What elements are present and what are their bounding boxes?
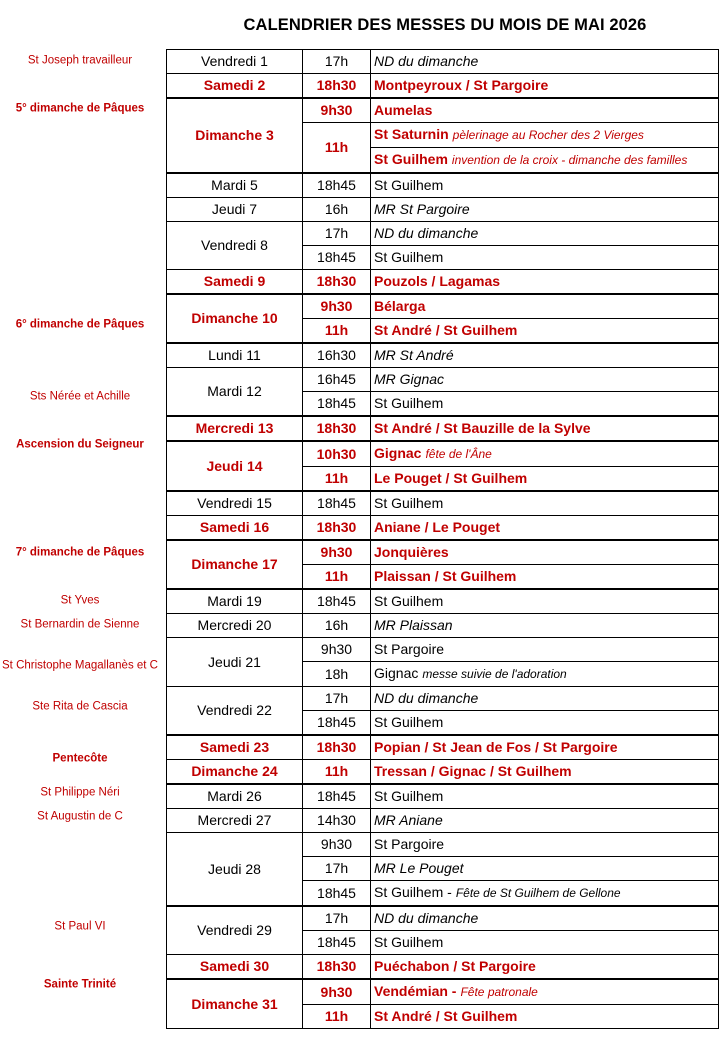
table-row	[167, 74, 719, 99]
location-text: St Guilhem	[374, 151, 448, 167]
location-text: ND du dimanche	[374, 690, 479, 706]
location-cell	[371, 833, 719, 857]
day-cell: Jeudi 7	[167, 198, 303, 222]
time-cell: 18h30	[303, 516, 371, 541]
location-cell	[371, 441, 719, 467]
table-row	[167, 614, 719, 638]
location-text: Gignac	[374, 665, 419, 681]
day-cell: Vendredi 22	[167, 687, 303, 736]
time-cell: 17h	[303, 50, 371, 74]
location-cell	[371, 540, 719, 565]
time-cell: 18h45	[303, 931, 371, 955]
time-cell: 9h30	[303, 98, 371, 123]
time-cell: 11h	[303, 1005, 371, 1029]
location-text: Le Pouget / St Guilhem	[374, 470, 528, 486]
feast-label: St Philippe Néri	[40, 786, 120, 799]
day-cell: Samedi 2	[167, 74, 303, 99]
location-text: Jonquières	[374, 544, 449, 560]
table-row	[167, 687, 719, 711]
table-row	[167, 198, 719, 222]
location-cell	[371, 638, 719, 662]
day-cell: Vendredi 8	[167, 222, 303, 270]
day-cell: Jeudi 14	[167, 441, 303, 491]
location-text: MR Gignac	[374, 371, 445, 387]
location-cell	[371, 784, 719, 809]
location-text: St Pargoire	[374, 836, 445, 852]
day-cell: Mercredi 20	[167, 614, 303, 638]
location-cell	[371, 173, 719, 198]
feast-label: 6° dimanche de Pâques	[15, 318, 145, 331]
location-cell	[371, 711, 719, 736]
location-text: Plaissan / St Guilhem	[374, 568, 517, 584]
day-cell: Lundi 11	[167, 343, 303, 368]
table-row	[167, 589, 719, 614]
time-cell: 11h	[303, 565, 371, 590]
note-text: fête de l'Âne	[425, 447, 492, 461]
feast-column	[0, 0, 160, 1040]
location-text: St André / St Guilhem	[374, 1008, 518, 1024]
table-row	[167, 906, 719, 931]
location-cell	[371, 491, 719, 516]
note-text: messe suivie de l'adoration	[422, 667, 567, 681]
location-cell	[371, 516, 719, 541]
location-cell	[371, 906, 719, 931]
feast-label: St Augustin de C	[37, 810, 123, 823]
time-cell: 17h	[303, 222, 371, 246]
time-cell: 18h45	[303, 881, 371, 907]
location-cell	[371, 98, 719, 123]
time-cell: 18h45	[303, 246, 371, 270]
location-cell	[371, 614, 719, 638]
day-cell: Vendredi 29	[167, 906, 303, 955]
location-cell	[371, 735, 719, 760]
note-text: pèlerinage au Rocher des 2 Vierges	[452, 128, 644, 142]
location-cell	[371, 955, 719, 980]
feast-label: 7° dimanche de Pâques	[15, 546, 145, 559]
location-text: St André / St Guilhem	[374, 322, 518, 338]
day-cell: Dimanche 24	[167, 760, 303, 785]
location-cell	[371, 270, 719, 295]
location-text: St Guilhem	[374, 593, 444, 609]
day-cell: Samedi 30	[167, 955, 303, 980]
location-cell	[371, 881, 719, 907]
location-cell	[371, 368, 719, 392]
location-cell	[371, 198, 719, 222]
table-row	[167, 638, 719, 662]
location-cell	[371, 589, 719, 614]
day-cell: Vendredi 1	[167, 50, 303, 74]
day-cell: Mercredi 13	[167, 416, 303, 441]
location-text: MR St Pargoire	[374, 201, 470, 217]
day-cell: Dimanche 10	[167, 294, 303, 343]
location-cell	[371, 687, 719, 711]
day-cell: Jeudi 21	[167, 638, 303, 687]
location-cell	[371, 760, 719, 785]
time-cell: 9h30	[303, 540, 371, 565]
location-text: St Saturnin	[374, 126, 449, 142]
time-cell: 11h	[303, 123, 371, 174]
location-text: Aumelas	[374, 102, 433, 118]
location-cell	[371, 222, 719, 246]
location-cell	[371, 392, 719, 417]
location-text: MR Le Pouget	[374, 860, 464, 876]
table-row	[167, 516, 719, 541]
time-cell: 18h30	[303, 735, 371, 760]
feast-label: Ascension du Seigneur	[16, 438, 144, 451]
page-title: CALENDRIER DES MESSES DU MOIS DE MAI 2026	[243, 16, 647, 34]
location-text: St Guilhem	[374, 395, 444, 411]
time-cell: 16h30	[303, 343, 371, 368]
feast-label: Sainte Trinité	[43, 978, 117, 991]
day-cell: Vendredi 15	[167, 491, 303, 516]
table-row	[167, 491, 719, 516]
table-row	[167, 270, 719, 295]
table-row	[167, 979, 719, 1005]
location-cell	[371, 343, 719, 368]
location-cell	[371, 50, 719, 74]
time-cell: 18h45	[303, 784, 371, 809]
location-text: Vendémian -	[374, 983, 457, 999]
location-text: St Pargoire	[374, 641, 445, 657]
feast-label: St Christophe Magallanès et C	[2, 659, 158, 672]
location-text: Gignac	[374, 445, 422, 461]
feast-label: 5° dimanche de Pâques	[15, 102, 145, 115]
table-row	[167, 809, 719, 833]
table-row	[167, 343, 719, 368]
time-cell: 17h	[303, 857, 371, 881]
table-row	[167, 368, 719, 392]
time-cell: 17h	[303, 906, 371, 931]
location-text: Puéchabon / St Pargoire	[374, 958, 536, 974]
table-row	[167, 294, 719, 319]
day-cell: Mardi 5	[167, 173, 303, 198]
day-cell: Samedi 23	[167, 735, 303, 760]
time-cell: 9h30	[303, 294, 371, 319]
time-cell: 16h	[303, 198, 371, 222]
feast-label: St Bernardin de Sienne	[20, 618, 140, 631]
time-cell: 18h45	[303, 589, 371, 614]
location-cell	[371, 148, 719, 174]
time-cell: 18h30	[303, 416, 371, 441]
location-text: St André / St Bauzille de la Sylve	[374, 420, 591, 436]
time-cell: 18h45	[303, 173, 371, 198]
time-cell: 11h	[303, 319, 371, 344]
location-cell	[371, 294, 719, 319]
location-cell	[371, 809, 719, 833]
day-cell: Samedi 16	[167, 516, 303, 541]
location-text: St Guilhem	[374, 714, 444, 730]
table-row	[167, 98, 719, 123]
table-row	[167, 760, 719, 785]
mass-schedule-table	[166, 49, 719, 1029]
location-text: ND du dimanche	[374, 53, 479, 69]
location-text: Popian / St Jean de Fos / St Pargoire	[374, 739, 618, 755]
location-cell	[371, 74, 719, 99]
time-cell: 18h30	[303, 74, 371, 99]
table-row	[167, 735, 719, 760]
time-cell: 18h	[303, 662, 371, 687]
location-cell	[371, 467, 719, 492]
time-cell: 16h45	[303, 368, 371, 392]
location-text: St Guilhem	[374, 177, 444, 193]
location-cell	[371, 246, 719, 270]
table-row	[167, 540, 719, 565]
location-cell	[371, 857, 719, 881]
day-cell: Dimanche 17	[167, 540, 303, 589]
day-cell: Dimanche 31	[167, 979, 303, 1029]
feast-label: St Yves	[60, 594, 100, 607]
feast-label: Sts Nérée et Achille	[29, 390, 131, 403]
location-text: Montpeyroux / St Pargoire	[374, 77, 549, 93]
location-cell	[371, 416, 719, 441]
day-cell: Jeudi 28	[167, 833, 303, 907]
location-text: ND du dimanche	[374, 910, 479, 926]
note-text: Fête de St Guilhem de Gellone	[455, 886, 621, 900]
time-cell: 10h30	[303, 441, 371, 467]
location-text: MR St André	[374, 347, 454, 363]
day-cell: Mardi 26	[167, 784, 303, 809]
location-text: St Guilhem -	[374, 884, 452, 900]
table-row	[167, 833, 719, 857]
time-cell: 14h30	[303, 809, 371, 833]
table-row	[167, 173, 719, 198]
location-text: St Guilhem	[374, 788, 444, 804]
location-cell	[371, 662, 719, 687]
table-row	[167, 955, 719, 980]
table-row	[167, 784, 719, 809]
time-cell: 11h	[303, 467, 371, 492]
day-cell: Mardi 19	[167, 589, 303, 614]
location-text: Pouzols / Lagamas	[374, 273, 501, 289]
time-cell: 18h45	[303, 491, 371, 516]
feast-label: Pentecôte	[52, 752, 108, 765]
table-row	[167, 416, 719, 441]
table-row	[167, 441, 719, 467]
time-cell: 16h	[303, 614, 371, 638]
day-cell: Dimanche 3	[167, 98, 303, 173]
location-cell	[371, 931, 719, 955]
time-cell: 9h30	[303, 638, 371, 662]
location-cell	[371, 565, 719, 590]
location-text: MR Aniane	[374, 812, 443, 828]
time-cell: 18h30	[303, 270, 371, 295]
feast-label: Ste Rita de Cascia	[32, 700, 128, 713]
location-text: Aniane / Le Pouget	[374, 519, 501, 535]
day-cell: Samedi 9	[167, 270, 303, 295]
location-text: Tressan / Gignac / St Guilhem	[374, 763, 572, 779]
location-cell	[371, 123, 719, 148]
note-text: Fête patronale	[460, 985, 538, 999]
feast-label: St Joseph travailleur	[27, 54, 133, 67]
location-text: MR Plaissan	[374, 617, 453, 633]
time-cell: 18h30	[303, 955, 371, 980]
day-cell: Mardi 12	[167, 368, 303, 417]
time-cell: 18h45	[303, 711, 371, 736]
location-cell	[371, 1005, 719, 1029]
location-text: ND du dimanche	[374, 225, 479, 241]
location-text: St Guilhem	[374, 249, 444, 265]
location-cell	[371, 979, 719, 1005]
location-cell	[371, 319, 719, 344]
table-row	[167, 222, 719, 246]
time-cell: 9h30	[303, 833, 371, 857]
table-row	[167, 50, 719, 74]
location-text: St Guilhem	[374, 934, 444, 950]
time-cell: 18h45	[303, 392, 371, 417]
time-cell: 17h	[303, 687, 371, 711]
time-cell: 9h30	[303, 979, 371, 1005]
location-text: Bélarga	[374, 298, 426, 314]
time-cell: 11h	[303, 760, 371, 785]
feast-label: St Paul VI	[54, 920, 106, 933]
location-text: St Guilhem	[374, 495, 444, 511]
note-text: invention de la croix - dimanche des familles	[451, 153, 688, 167]
day-cell: Mercredi 27	[167, 809, 303, 833]
